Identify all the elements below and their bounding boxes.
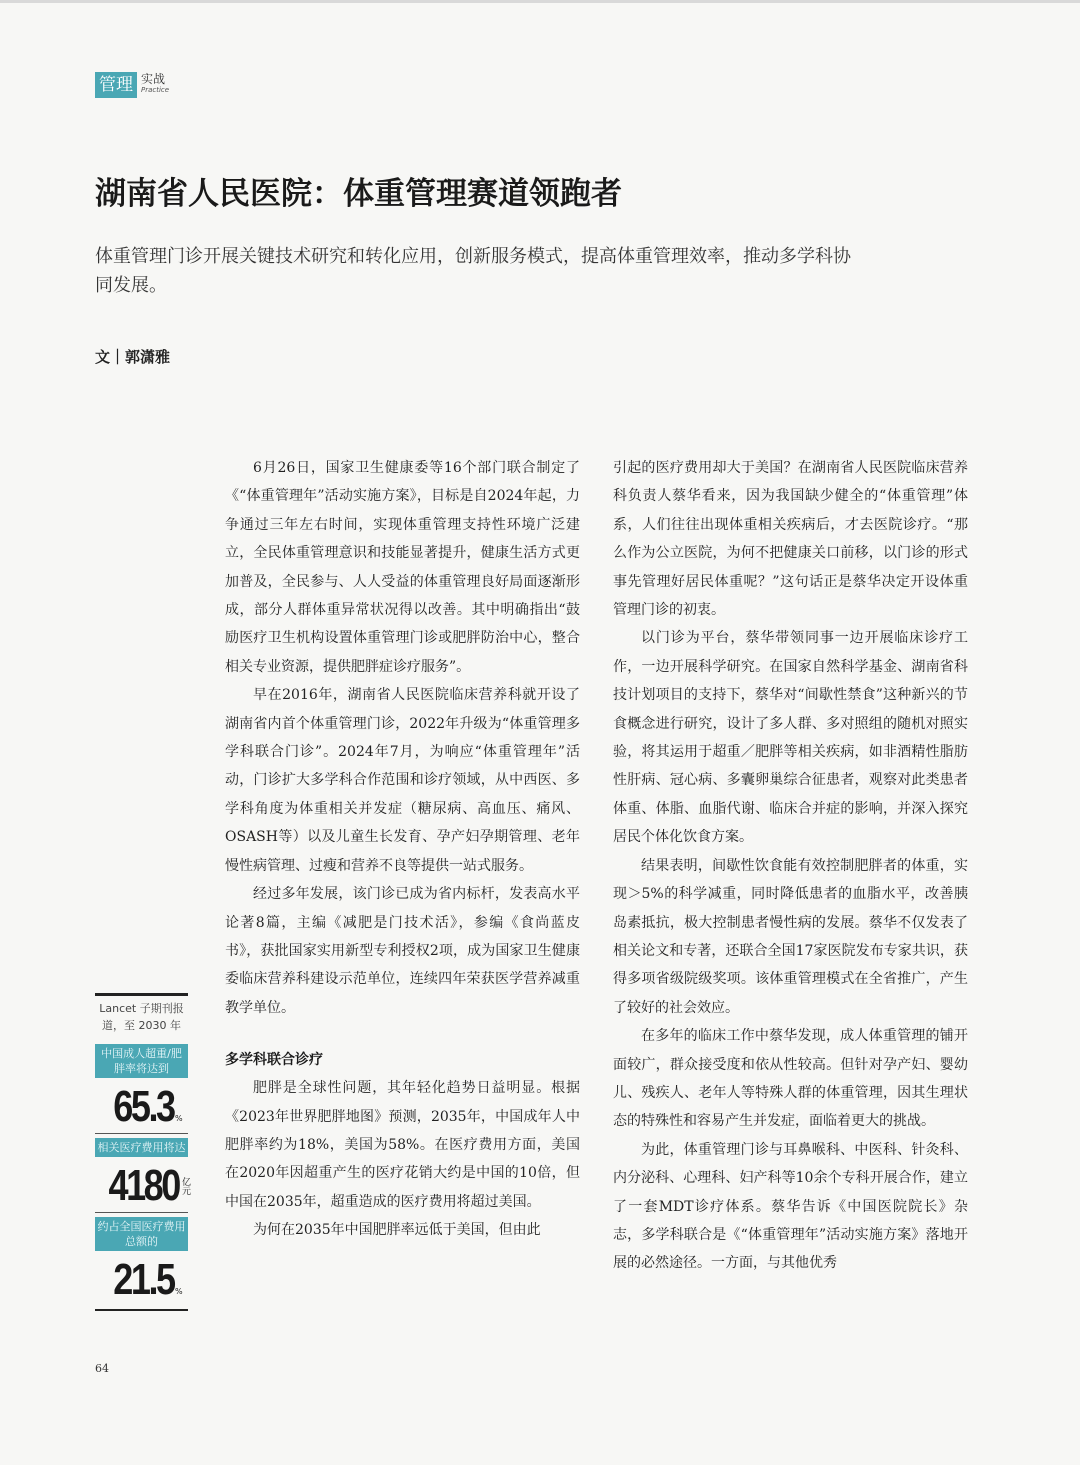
- section-tag: [95, 72, 169, 98]
- stat-value: 4180: [108, 1161, 179, 1210]
- paragraph: 早在2016年，湖南省人民医院临床营养科就开设了湖南省内首个体重管理门诊，2022年升级为“体重管理多学科联合门诊”。2024年7月，为响应“体重管理年”活动，门诊扩大多学科合作范围和诊疗领域，从中西医、多学科角度为体重相关并发症（糖尿病、高血压、痛风、OSASH等）以及儿童生长发育、孕产妇孕期管理、老年慢性病管理、过瘦和营养不良等提供一站式服务。: [225, 687, 580, 874]
- paragraph: 为此，体重管理门诊与耳鼻喉科、中医科、针灸科、内分泌科、心理科、妇产科等10余个专科开展合作，建立了一套MDT诊疗体系。蔡华告诉《中国医院院长》杂志，多学科联合是《“体重管理年”活动实施方案》落地开展的必然途径。一方面，与其他优秀: [613, 1141, 968, 1272]
- stat-unit: 亿元: [179, 1177, 190, 1195]
- paragraph: 6月26日，国家卫生健康委等16个部门联合制定了《“体重管理年”活动实施方案》，目标是自2024年起，力争通过三年左右时间，实现体重管理支持性环境广泛建立，全民体重管理意识和技能显著提升，健康生活方式更加普及，全民参与、人人受益的体重管理良好局面逐渐形成，部分人群体重异常状况得以改善。其中明确指出“鼓励医疗卫生机构设置体重管理门诊或肥胖防治中心，整合相关专业资源，提供肥胖症诊疗服务”。: [225, 460, 580, 675]
- stat-label: 中国成人超重/肥胖率将达到: [95, 1044, 188, 1078]
- article-title: 湖南省人民医院：体重管理赛道领跑者: [95, 176, 622, 212]
- stat-figure: [95, 1251, 188, 1303]
- paragraph-continued: 引起的医疗费用却大于美国？在湖南省人民医院临床营养科负责人蔡华看来，因为我国缺少健全的“体重管理”体系，人们往往出现体重相关疾病后，才去医院诊疗。“那么作为公立医院，为何不把健康关口前移，以门诊的形式事先管理好居民体重呢？”这句话正是蔡华决定开设体重管理门诊的初衷。: [613, 460, 968, 619]
- stat-label: 约占全国医疗费用总额的: [95, 1217, 188, 1251]
- stat-label: 相关医疗费用将达: [95, 1138, 188, 1157]
- section-heading: 多学科联合诊疗: [225, 1052, 323, 1069]
- section-tag-en: Practice: [141, 86, 170, 94]
- paragraph: 肥胖是全球性问题，其年轻化趋势日益明显。根据《2023年世界肥胖地图》预测，2035年，中国成年人中肥胖率约为18%，美国为58%。在医疗费用方面，美国在2020年因超重产生的医疗花销大约是中国的10倍，但中国在2035年，超重造成的医疗费用将超过美国。: [225, 1080, 580, 1210]
- paragraph: 以门诊为平台，蔡华带领同事一边开展临床诊疗工作，一边开展科学研究。在国家自然科学基金、湖南省科技计划项目的支持下，蔡华对“间歇性禁食”这种新兴的节食概念进行研究，设计了多人群、多对照组的随机对照实验，将其运用于超重／肥胖等相关疾病，如非酒精性脂肪性肝病、冠心病、多囊卵巢综合征患者，观察对此类患者体重、体脂、血脂代谢、临床合并症的影响，并深入探究居民个体化饮食方案。: [613, 630, 968, 846]
- section-tag-text: [141, 72, 169, 95]
- article-subtitle: 体重管理门诊开展关键技术研究和转化应用，创新服务模式，提高体重管理效率，推动多学科协同发展。: [95, 246, 851, 296]
- stat-figure: [95, 1157, 188, 1209]
- stats-sidebar: [95, 993, 188, 1311]
- right-column: [613, 454, 968, 1278]
- paragraph: 经过多年发展，该门诊已成为省内标杆，发表高水平论著8篇，主编《减肥是门技术活》，参编《食尚蓝皮书》，获批国家实用新型专利授权2项，成为国家卫生健康委临床营养科建设示范单位，连续四年荣获医学营养减重教学单位。: [225, 886, 580, 1016]
- section-tag-box: 管理: [95, 72, 137, 98]
- sidebar-source: Lancet 子期刊报道，至 2030 年: [99, 1002, 184, 1032]
- stat-value: 65.3: [113, 1082, 175, 1131]
- sidebar-divider: [95, 1212, 188, 1213]
- paragraph: 在多年的临床工作中蔡华发现，成人体重管理的铺开面较广，群众接受度和依从性较高。但针对孕产妇、婴幼儿、残疾人、老年人等特殊人群的体重管理，因其生理状态的特殊性和容易产生并发症，面临着更大的挑战。: [613, 1028, 968, 1130]
- left-column: [225, 454, 580, 1245]
- paragraph: 结果表明，间歇性饮食能有效控制肥胖者的体重，实现＞5%的科学减重，同时降低患者的血脂水平，改善胰岛素抵抗，极大控制患者慢性病的发展。蔡华不仅发表了相关论文和专著，还联合全国17家医院发布专家共识，获得多项省级院级奖项。该体重管理模式在全省推广，产生了较好的社会效应。: [613, 857, 968, 1016]
- paragraph: 为何在2035年中国肥胖率远低于美国，但由此: [253, 1222, 541, 1239]
- top-edge-line: [0, 0, 1080, 3]
- stat-unit: %: [175, 1287, 183, 1296]
- byline: 文｜郭潇雅: [95, 348, 171, 366]
- stat-figure: [95, 1078, 188, 1130]
- section-tag-zh: 实战: [141, 72, 166, 86]
- sidebar-divider: [95, 1133, 188, 1134]
- stat-unit: %: [175, 1114, 183, 1123]
- stat-value: 21.5: [113, 1255, 175, 1304]
- page-number: 64: [95, 1362, 109, 1375]
- sidebar-bottom-rule: [95, 1309, 188, 1311]
